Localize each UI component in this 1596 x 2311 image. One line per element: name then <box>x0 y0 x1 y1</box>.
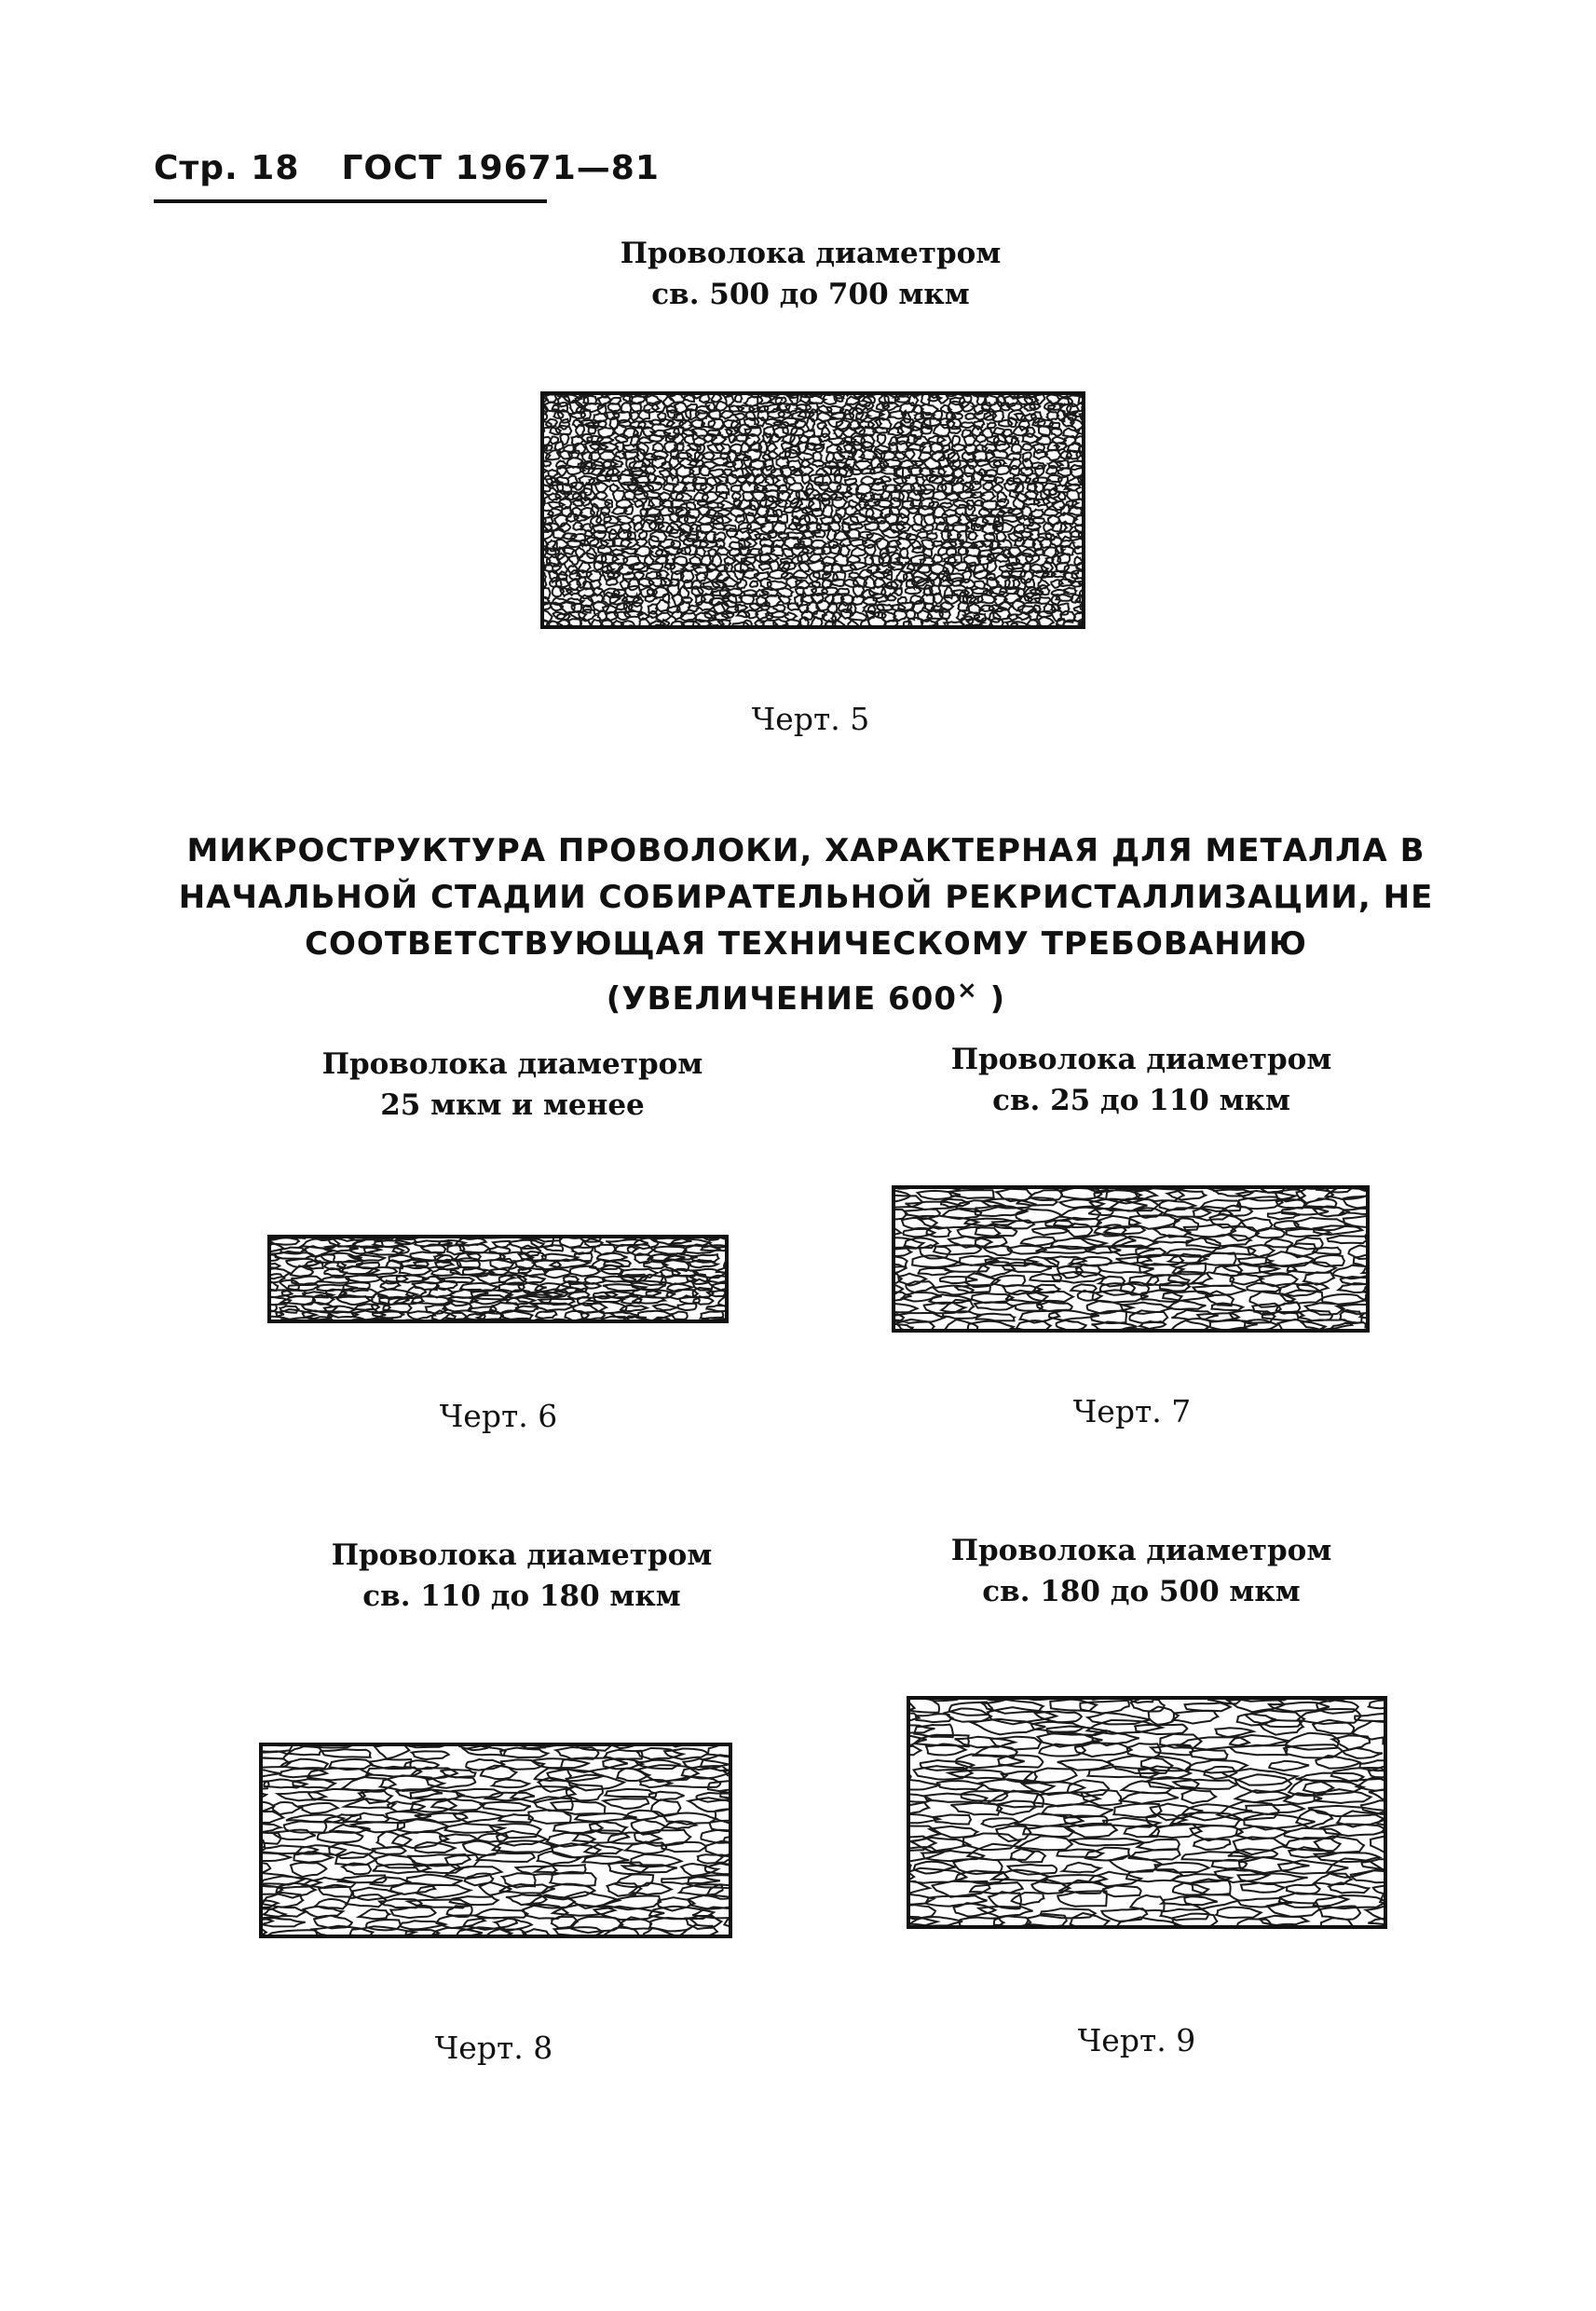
figure6-caption-line1: Проволока диаметром <box>321 1047 703 1081</box>
figure8-caption-line1: Проволока диаметром <box>331 1538 713 1572</box>
figure7-micrograph <box>892 1185 1370 1333</box>
section-magnification: (УВЕЛИЧЕНИЕ 600× ) <box>606 977 1006 1018</box>
figure5-micrograph <box>540 391 1085 629</box>
figure9-label: Черт. 9 <box>1077 2022 1196 2058</box>
figure6-caption <box>280 1044 745 1126</box>
figure8-caption-line2: св. 110 до 180 мкм <box>362 1579 681 1613</box>
figure8-label: Черт. 8 <box>434 2030 553 2066</box>
figure7-caption-line1: Проволока диаметром <box>950 1043 1332 1076</box>
magnification-sign: × <box>957 977 978 1005</box>
figure6-micrograph <box>267 1235 729 1323</box>
figure6-caption-line2: 25 мкм и менее <box>380 1088 645 1122</box>
figure6-grain-pattern <box>271 1238 725 1320</box>
grain-boundaries <box>544 395 1082 625</box>
section-title <box>149 827 1463 1022</box>
figure9-grain-pattern <box>910 1700 1384 1925</box>
header-rule <box>154 199 547 203</box>
page-header <box>154 149 660 187</box>
grain-boundaries <box>895 1189 1366 1329</box>
figure9-caption <box>908 1530 1374 1612</box>
figure8-caption <box>289 1535 755 1617</box>
figure9-caption-line1: Проволока диаметром <box>950 1534 1332 1567</box>
figure6-label: Черт. 6 <box>439 1398 558 1434</box>
figure5-caption <box>578 233 1044 315</box>
figure7-caption-line2: св. 25 до 110 мкм <box>992 1084 1290 1117</box>
section-title-line1: МИКРОСТРУКТУРА ПРОВОЛОКИ, ХАРАКТЕРНАЯ ДЛЯ МЕТАЛЛА В <box>186 832 1425 869</box>
figure8-micrograph <box>259 1743 732 1938</box>
page-number: Стр. 18 <box>154 149 300 187</box>
grain-boundaries <box>263 1746 729 1935</box>
grain-boundaries <box>910 1700 1384 1925</box>
figure8-grain-pattern <box>263 1746 729 1935</box>
figure5-label: Черт. 5 <box>751 701 870 737</box>
figure9-micrograph <box>907 1696 1387 1929</box>
figure5-caption-line2: св. 500 до 700 мкм <box>651 278 970 311</box>
figure9-caption-line2: св. 180 до 500 мкм <box>982 1575 1301 1608</box>
section-title-line3: СООТВЕТСТВУЮЩАЯ ТЕХНИЧЕСКОМУ ТРЕБОВАНИЮ <box>305 925 1307 963</box>
standard-number: ГОСТ 19671—81 <box>341 149 660 187</box>
figure7-grain-pattern <box>895 1189 1366 1329</box>
grain-boundaries <box>271 1238 725 1320</box>
figure5-grain-pattern <box>544 395 1082 625</box>
section-title-line2: НАЧАЛЬНОЙ СТАДИИ СОБИРАТЕЛЬНОЙ РЕКРИСТАЛЛИЗАЦИИ, НЕ <box>178 879 1434 916</box>
figure5-caption-line1: Проволока диаметром <box>620 237 1002 270</box>
figure7-label: Черт. 7 <box>1072 1393 1192 1429</box>
figure7-caption <box>908 1039 1374 1121</box>
